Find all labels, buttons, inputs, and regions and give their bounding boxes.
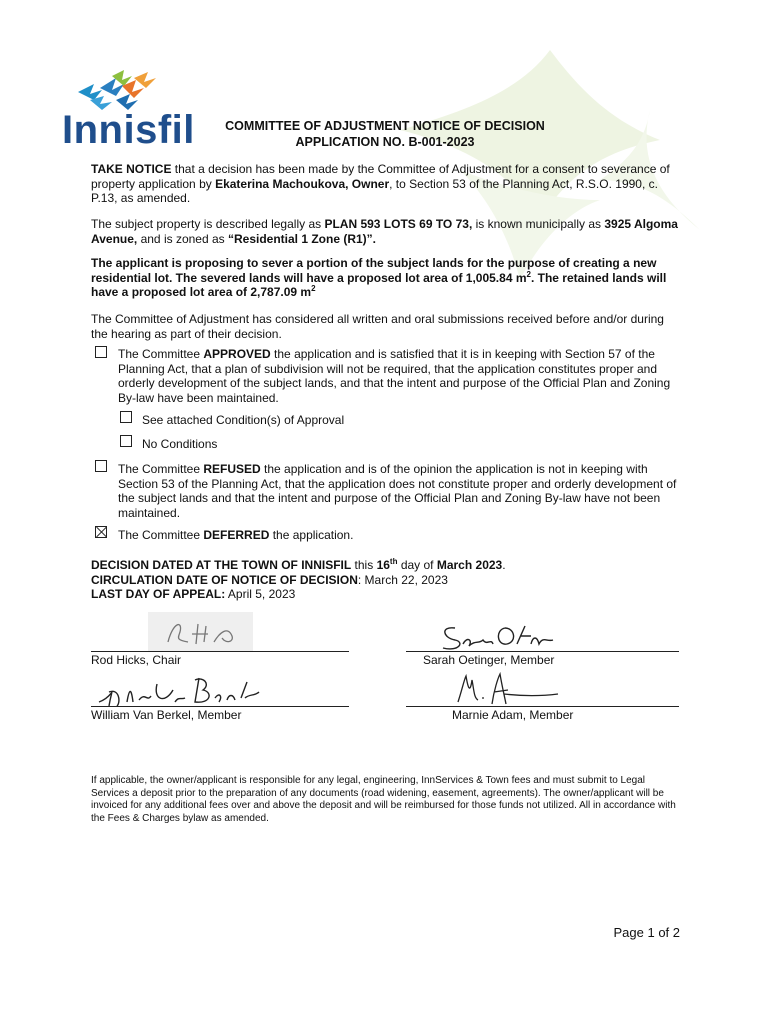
approved-checkbox[interactable] [95,346,107,358]
property-address: 3925 Algoma Avenue, [91,217,678,246]
heading-title: COMMITTEE OF ADJUSTMENT NOTICE OF DECISION [225,119,545,133]
legal-description: PLAN 593 LOTS 69 TO 73, [324,217,473,231]
member2-name: William Van Berkel, Member [91,708,242,722]
property-paragraph: The subject property is described legally as PLAN 593 LOTS 69 TO 73, is known municipally as 3925 Algoma Avenue, and is zoned as “Residential 1 Zone (R1)”. [91,217,678,246]
page-number: Page 1 of 2 [613,925,680,940]
chair-signature-line [91,651,349,652]
circulation-date: CIRCULATION DATE OF NOTICE OF DECISION: March 22, 2023 [91,572,448,587]
appeal-date: LAST DAY OF APPEAL: April 5, 2023 [91,587,296,601]
decision-date: DECISION DATED AT THE TOWN OF INNISFIL this 16th day of March 2023. [91,557,506,572]
chair-signature-icon [148,612,253,652]
notice-paragraph: TAKE NOTICE that a decision has been made by the Committee of Adjustment for a consent to severance of property application by Ekaterina Machoukova, Owner, to Section 53 of the Planning Act, R.S.O. 1990, c. P.13, as amended. [91,162,670,205]
member1-name: Sarah Oetinger, Member [423,653,555,667]
member2-signature-line [91,706,349,707]
no-conditions-checkbox[interactable] [120,435,132,447]
heading-application-number: APPLICATION NO. B-001-2023 [295,135,475,149]
member1-signature-icon [435,618,560,654]
applicant-name: Ekaterina Machoukova, Owner [215,176,390,191]
conditions-option-label: See attached Condition(s) of Approval [142,413,345,427]
considered-paragraph: The Committee of Adjustment has considered all written and oral submissions received before and/or during the hearing as part of their decision. [91,312,664,341]
refused-checkbox[interactable] [95,460,107,472]
conditions-checkbox[interactable] [120,411,132,423]
member3-signature-icon [452,670,562,710]
member3-signature-line [406,706,679,707]
chair-name: Rod Hicks, Chair [91,653,182,667]
deferred-checkbox[interactable] [95,526,107,538]
document-heading [200,118,570,150]
member1-signature-line [406,651,679,652]
fees-footnote: If applicable, the owner/applicant is responsible for any legal, engineering, InnServices & Town fees and must submit to Legal Services a deposit prior to the preparation of any documents (road widening, easement, agreements). The owner/applicant will be invoiced for any additional fees over and above the deposit and will be reimbursed for those funds not utilized. All in accordance with the Fees & Charges bylaw as amended. [91,775,676,824]
no-conditions-option-label: No Conditions [142,437,218,451]
proposal-paragraph: The applicant is proposing to sever a portion of the subject lands for the purpose of creating a new residential lot. The severed lands will have a proposed lot area of 1,005.84 $m^2$. The retained lands will have a proposed lot area of 2,787.09 $m^2$ [91,256,667,299]
decision-dates [91,558,506,602]
member3-name: Marnie Adam, Member [452,708,574,722]
deferred-option-text: The Committee DEFERRED the application. [118,528,354,542]
zoning: “Residential 1 Zone (R1)”. [227,231,377,246]
member2-signature-icon [95,672,270,710]
logo-wordmark: Innisfil [62,108,195,152]
approved-option-text: The Committee APPROVED the application and is satisfied that it is in keeping with Section 57 of the Planning Act, that a plan of subdivision will not be required, that the application constitutes proper and orderly development of the subject lands, and that the intent and purpose of the Official Plan and Zoning By-law have been maintained. [118,347,671,405]
notice-lead: TAKE NOTICE [91,162,172,176]
refused-option-text: The Committee REFUSED the application and is of the opinion the application is not in keeping with Section 53 of the Planning Act, that the application does not constitute proper and orderly development of the subject lands and that the intent and purpose of the Official Plan and Zoning By-law have not been maintained. [118,462,677,520]
